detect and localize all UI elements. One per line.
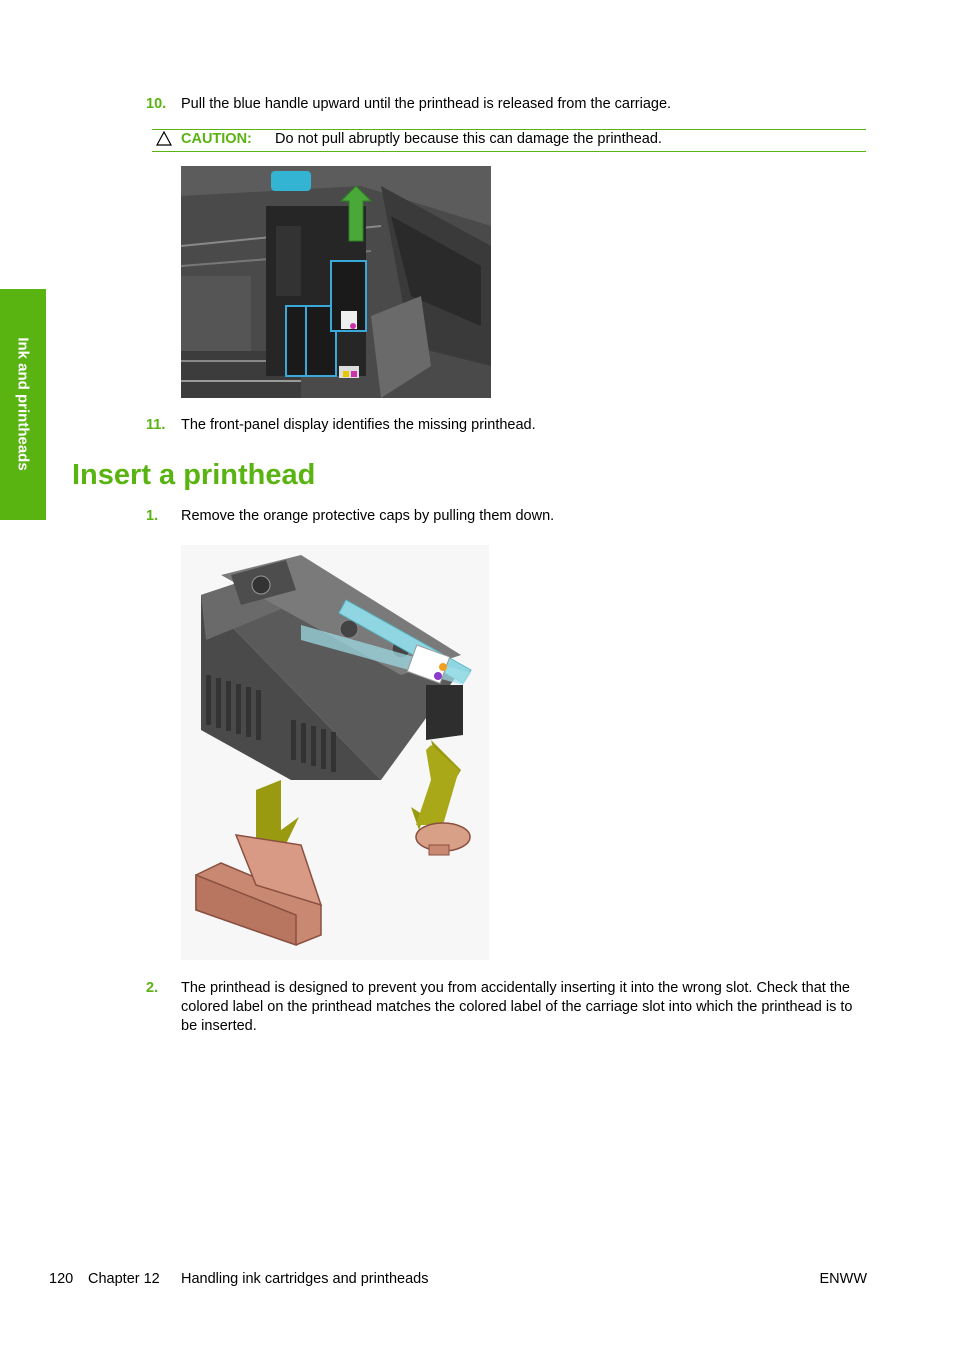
footer-chapter-title: Handling ink cartridges and printheads [181,1271,429,1287]
step-text: Pull the blue handle upward until the printhead is released from the carriage. [181,96,672,112]
caution-triangle-icon [156,131,172,150]
step-text: The front-panel display identifies the missing printhead. [181,417,536,433]
step-number: 10. [146,96,167,112]
step-text: The printhead is designed to prevent you from accidentally inserting it into the wrong slot. Check that the colored label on the printhead matches the colored label of the carriage slot into which the printhead is to be inserted. [181,980,853,1034]
printhead-caps-illustration [181,545,489,965]
step-number: 1. [146,508,159,524]
section-title: Insert a printhead [72,459,316,491]
caution-text: Do not pull abruptly because this can damage the printhead. [275,131,662,147]
caution-label: CAUTION: [181,131,252,147]
carriage-photo [181,166,491,403]
step-text: Remove the orange protective caps by pulling them down. [181,508,555,524]
footer-page-number: 120 [49,1271,74,1287]
step-number: 2. [146,980,159,996]
caution-note [152,129,866,152]
step-number: 11. [146,417,166,433]
side-tab-label: Ink and printheads [14,337,32,471]
footer-enww: ENWW [819,1271,867,1287]
footer-chapter: Chapter 12 [88,1271,160,1287]
